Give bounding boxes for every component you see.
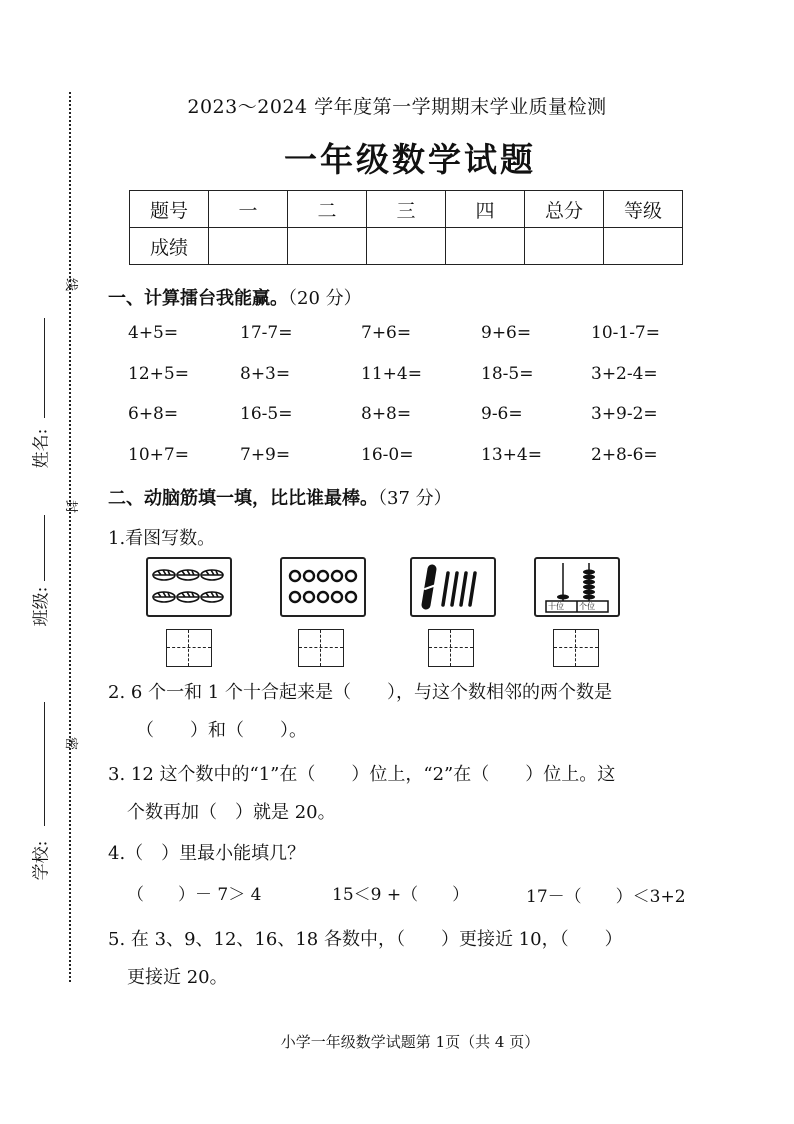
question-1: 1.看图写数。: [108, 528, 216, 549]
equation: 10-1-7=: [591, 323, 660, 343]
equation: 7+6=: [361, 323, 412, 343]
school-blank[interactable]: [44, 702, 45, 826]
binding-dotted-line: [69, 92, 71, 982]
binding-word-feng: 封: [63, 499, 79, 514]
answer-box[interactable]: [298, 629, 344, 667]
leaves-picture: [146, 557, 232, 617]
abacus-picture: [534, 557, 620, 617]
score-header-cell: 四: [446, 191, 525, 228]
school-label: 学校:: [31, 840, 52, 881]
exam-title: 2023～2024 学年度第一学期期末学业质量检测: [187, 96, 607, 118]
equation: 9-6=: [481, 404, 523, 424]
section2-title: 二、动脑筋填一填，比比谁最棒。: [108, 488, 378, 509]
binding-word-mi: 密: [63, 736, 79, 751]
score-cell[interactable]: [367, 228, 446, 265]
equation: 17-7=: [240, 323, 293, 343]
equation: 3+9-2=: [591, 404, 658, 424]
score-cell[interactable]: [446, 228, 525, 265]
equation: 9+6=: [481, 323, 532, 343]
equation: 4+5=: [128, 323, 179, 343]
question-4-item: 15＜9 +（ ）: [332, 885, 470, 905]
section1-title: 一、计算擂台我能赢。: [108, 288, 288, 309]
score-header-row: [130, 191, 683, 228]
equation: 16-5=: [240, 404, 293, 424]
name-blank[interactable]: [44, 318, 45, 418]
question-5-line2: 更接近 20。: [127, 967, 228, 988]
binding-word-xian: 线: [63, 277, 79, 292]
score-header-cell: 总分: [525, 191, 604, 228]
rings-picture: [280, 557, 366, 617]
score-cell[interactable]: [209, 228, 288, 265]
answer-box[interactable]: [428, 629, 474, 667]
equation: 8+3=: [240, 364, 291, 384]
equation: 11+4=: [361, 364, 422, 384]
section1-heading: [108, 284, 362, 310]
rings-icon: [282, 559, 364, 615]
class-blank[interactable]: [44, 515, 45, 581]
section2-points: （37 分）: [378, 488, 452, 509]
section2-heading: [108, 484, 452, 510]
score-value-row: [130, 228, 683, 265]
answer-box[interactable]: [166, 629, 212, 667]
equation: 12+5=: [128, 364, 189, 384]
abacus-tens-label: 十位: [548, 602, 564, 611]
page-footer: 小学一年级数学试题第 1页（共 4 页）: [280, 1033, 540, 1051]
score-cell[interactable]: [288, 228, 367, 265]
equation: 18-5=: [481, 364, 534, 384]
leaves-icon: [148, 559, 230, 615]
score-header-cell: 题号: [130, 191, 209, 228]
question-3-line1: 3. 12 这个数中的“1”在（ ）位上，“2”在（ ）位上。这: [108, 764, 616, 785]
question-4-item: （ ）－ 7＞ 4: [127, 885, 262, 905]
question-2-line1: 2. 6 个一和 1 个十合起来是（ ），与这个数相邻的两个数是: [108, 682, 612, 703]
equation: 16-0=: [361, 445, 414, 465]
equation: 7+9=: [240, 445, 291, 465]
score-row-label: 成绩: [130, 228, 209, 265]
class-label: 班级:: [31, 586, 52, 627]
score-header-cell: 二: [288, 191, 367, 228]
equation: 13+4=: [481, 445, 542, 465]
answer-box[interactable]: [553, 629, 599, 667]
question-4-line1: 4.（ ）里最小能填几？: [108, 843, 306, 864]
question-2-line2: （ ）和（ ）。: [136, 720, 307, 741]
question-5-line1: 5. 在 3、9、12、16、18 各数中，（ ）更接近 10，（ ）: [108, 929, 623, 950]
abacus-ones-label: 个位: [579, 602, 595, 611]
score-header-cell: 一: [209, 191, 288, 228]
score-table: [129, 190, 683, 265]
score-header-cell: 三: [367, 191, 446, 228]
sticks-picture: [410, 557, 496, 617]
sticks-icon: [412, 559, 494, 615]
score-cell[interactable]: [604, 228, 683, 265]
page-title: 一年级数学试题: [284, 140, 536, 179]
equation: 6+8=: [128, 404, 179, 424]
score-header-cell: 等级: [604, 191, 683, 228]
question-4-item: 17－（ ）＜3+2: [526, 887, 686, 907]
equation: 8+8=: [361, 404, 412, 424]
section1-points: （20 分）: [288, 288, 362, 309]
equation: 10+7=: [128, 445, 189, 465]
question-3-line2: 个数再加（ ）就是 20。: [127, 802, 336, 823]
name-label: 姓名:: [31, 428, 52, 469]
score-cell[interactable]: [525, 228, 604, 265]
equation: 2+8-6=: [591, 445, 658, 465]
equation: 3+2-4=: [591, 364, 658, 384]
